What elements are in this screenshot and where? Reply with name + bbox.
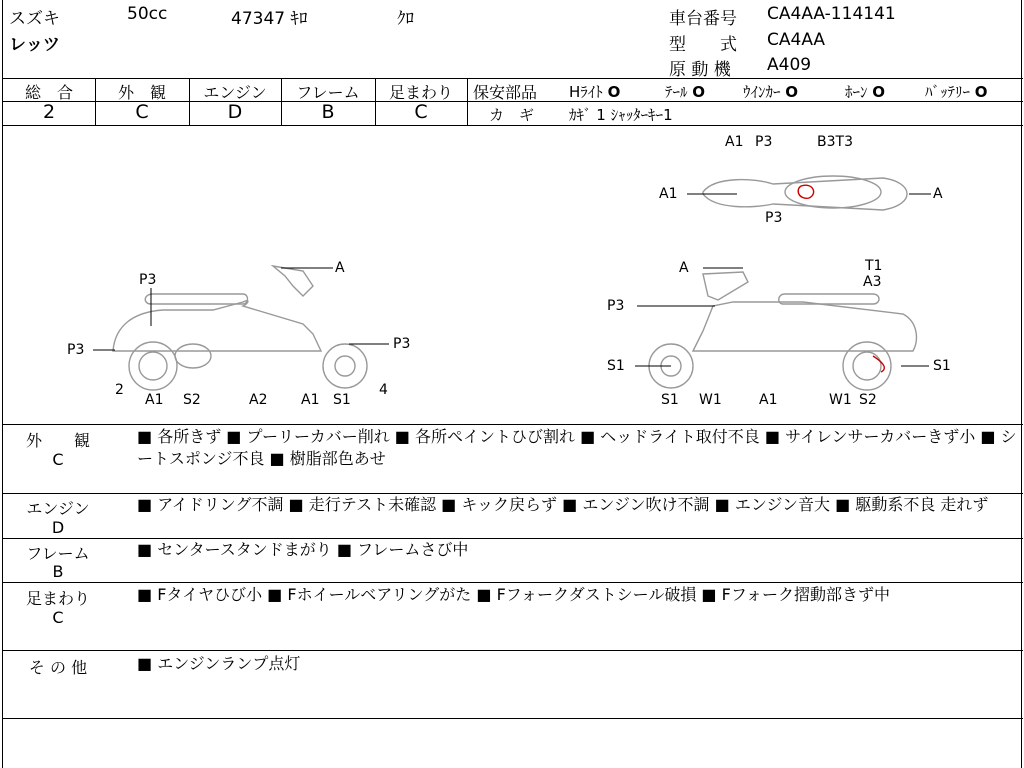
safety-item-mark: O (974, 83, 988, 101)
section-grade: C (52, 450, 64, 469)
divider (3, 582, 1023, 583)
safety-item-name: Hﾗｲﾄ (569, 83, 603, 101)
diagram-label: 2 (115, 382, 124, 398)
diagram-label: P3 (765, 210, 783, 226)
diagram-label: P3 (139, 272, 157, 288)
safety-item-name: ﾊﾞｯﾃﾘｰ (925, 83, 971, 101)
engine-label: 原 動 機 (669, 60, 731, 80)
section-text: ■ エンジンランプ点灯 (137, 654, 301, 673)
mileage: 47347 ｷﾛ (231, 9, 308, 29)
diagram-label: P3 (755, 134, 773, 150)
engine-grade: D (227, 101, 243, 123)
diagram-label: W1 (829, 392, 852, 408)
frame-grade-label: フレーム (296, 83, 360, 102)
section-text: ■ 各所きず ■ プーリーカバー削れ ■ 各所ペイントひび割れ ■ ヘッドライト取付不良 ■ サイレンサーカバーきず小 ■ シートスポンジ不良 ■ 樹脂部色あせ (137, 427, 1017, 468)
divider (467, 78, 468, 125)
section-label: フレーム (26, 544, 90, 563)
diagram-label: A (679, 260, 689, 276)
frame-no: CA4AA-114141 (767, 4, 896, 24)
color: ｸﾛ (397, 9, 414, 29)
divider (3, 718, 1023, 719)
diagram-label: A3 (863, 274, 882, 290)
diagram-label: B3T3 (817, 134, 853, 150)
scooter-left-rear-hub (139, 352, 167, 380)
safety-item-mark: O (785, 83, 799, 101)
frame-grade: B (321, 101, 335, 123)
divider (3, 650, 1023, 651)
scooter-right-front (703, 272, 748, 300)
diagram-label: W1 (699, 392, 722, 408)
damage-mark (798, 185, 813, 198)
section-grade: D (51, 518, 65, 537)
section-text: ■ センタースタンドまがり ■ フレームさび中 (137, 540, 469, 559)
scooter-right-rear-hub (853, 352, 881, 380)
safety-item (665, 81, 705, 102)
diagram-label: A2 (249, 392, 268, 408)
diagram-label: A1 (301, 392, 320, 408)
exterior-label: 外 観 (117, 83, 166, 102)
diagram-label: S1 (333, 392, 351, 408)
diagram-label: A (335, 260, 345, 276)
diagram-label: S1 (607, 358, 625, 374)
diagram-label: 4 (379, 382, 388, 398)
scooter-left-front-hub (335, 356, 355, 376)
divider (3, 78, 1023, 79)
safety-item-name: ｳｲﾝｶｰ (743, 83, 781, 101)
damage-diagram (3, 126, 1023, 424)
diagram-label: A (933, 186, 943, 202)
safety-item (743, 81, 798, 102)
safety-item-mark: O (607, 83, 621, 101)
scooter-right-body (693, 302, 916, 351)
section-text: ■ アイドリング不調 ■ 走行テスト未確認 ■ キック戻らず ■ エンジン吹け不調 ■ エンジン音大 ■ 駆動系不良 走れず (137, 495, 989, 514)
safety-item-name: ﾃｰﾙ (665, 83, 688, 101)
engine-grade-label: エンジン (203, 83, 267, 102)
overall-label: 総 合 (24, 83, 73, 102)
section-grade: B (52, 562, 64, 581)
suspension-grade: C (414, 101, 428, 123)
suspension-grade-label: 足まわり (388, 83, 453, 102)
inspection-sheet (2, 0, 1022, 768)
scooter-left-seat (145, 294, 247, 304)
diagram-label: T1 (865, 258, 883, 274)
type-value: CA4AA (767, 30, 826, 50)
section-label: 足まわり (25, 589, 90, 608)
safety-item-mark: O (692, 83, 706, 101)
safety-item (845, 81, 885, 102)
section-label: 外 観 (25, 431, 90, 450)
diagram-label: S1 (933, 358, 951, 374)
safety-item-name: ﾎｰﾝ (845, 83, 868, 101)
safety-item-mark: O (872, 83, 886, 101)
divider (3, 424, 1023, 425)
diagram-label: A1 (145, 392, 164, 408)
type-label: 型 式 (669, 35, 737, 55)
diagram-label: A1 (725, 134, 744, 150)
model-name: レッツ (9, 35, 60, 55)
diagram-label: A1 (759, 392, 778, 408)
scooter-left-front-wheel (323, 344, 367, 388)
diagram-label: P3 (67, 342, 85, 358)
scooter-left-engine (175, 344, 211, 368)
scooter-left-front (273, 266, 313, 296)
leader-lines (93, 194, 931, 366)
overall-grade: 2 (42, 101, 56, 123)
maker: スズキ (9, 9, 60, 29)
exterior-grade: C (135, 101, 149, 123)
diagram-label: P3 (607, 298, 625, 314)
section-label: そ の 他 (28, 658, 88, 677)
diagram-label: P3 (393, 336, 411, 352)
diagram-label: S1 (661, 392, 679, 408)
key-label: カ ギ (489, 106, 535, 124)
displacement: 50cc (127, 4, 168, 24)
diagram-label: S2 (859, 392, 877, 408)
diagram-label: A1 (659, 186, 678, 202)
key-value: ｶｷﾞ 1 ｼｬｯﾀｰｷｰ1 (569, 106, 673, 124)
safety-item (925, 81, 988, 102)
safety-item (569, 81, 620, 102)
engine-value: A409 (767, 55, 812, 75)
section-label: エンジン (26, 499, 90, 518)
diagram-label: S2 (183, 392, 201, 408)
section-grade: C (52, 608, 64, 627)
section-text: ■ Fタイヤひび小 ■ Fホイールベアリングがた ■ Fフォークダストシール破損 ■ Fフォーク摺動部きず中 (137, 585, 891, 604)
safety-label: 保安部品 (473, 83, 538, 102)
frame-no-label: 車台番号 (669, 9, 737, 29)
scooter-left-rear-wheel (129, 342, 177, 390)
